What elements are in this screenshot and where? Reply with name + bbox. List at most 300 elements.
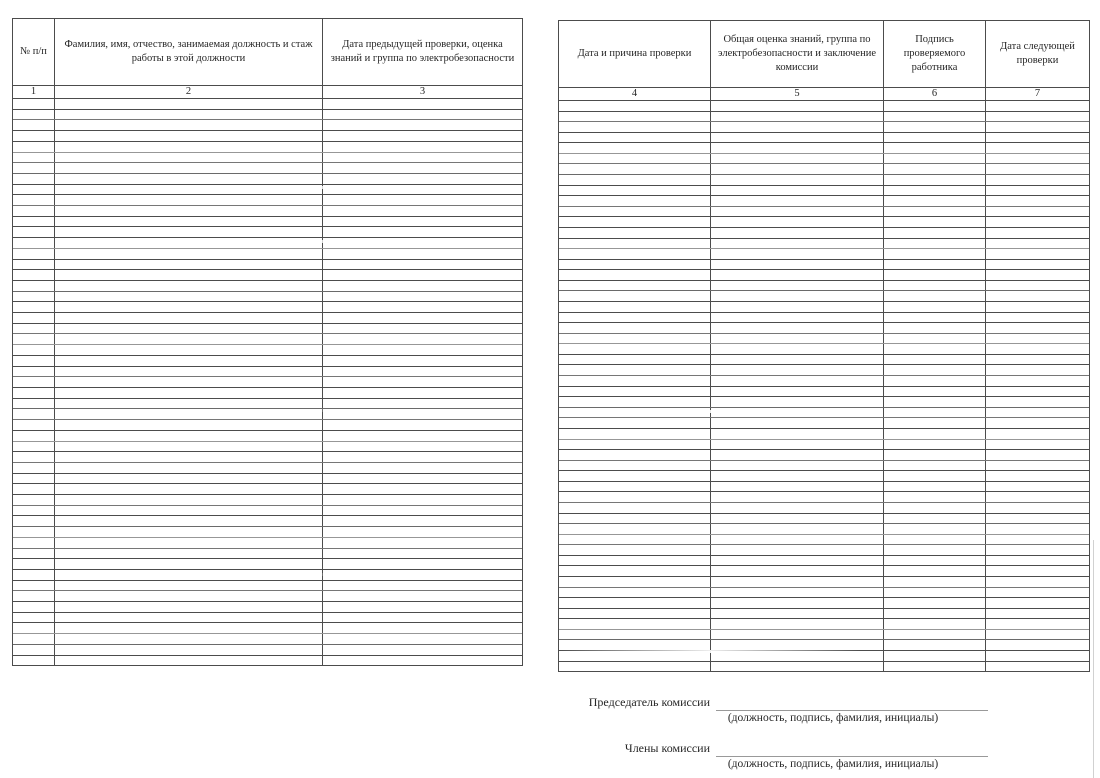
table-cell (13, 174, 55, 184)
table-cell (13, 442, 55, 452)
table-cell (559, 228, 711, 238)
table-cell (13, 227, 55, 237)
table-cell (13, 142, 55, 152)
table-row (13, 484, 522, 495)
table-cell (559, 302, 711, 312)
table-cell (55, 120, 323, 130)
table-row (559, 334, 1089, 345)
table-row (13, 281, 522, 292)
table-cell (884, 207, 986, 217)
table-cell (986, 566, 1089, 576)
table-cell (559, 344, 711, 354)
table-cell (13, 367, 55, 377)
table-row (559, 344, 1089, 355)
table-cell (884, 143, 986, 153)
table-cell (13, 591, 55, 601)
table-cell (711, 313, 884, 323)
table-cell (884, 239, 986, 249)
table-cell (559, 239, 711, 249)
table-cell (55, 131, 323, 141)
table-cell (323, 260, 522, 270)
table-row (13, 195, 522, 206)
table-cell (884, 302, 986, 312)
table-cell (884, 270, 986, 280)
table-row (559, 482, 1089, 493)
table-cell (13, 163, 55, 173)
table-cell (986, 270, 1089, 280)
table-cell (559, 249, 711, 259)
table-cell (323, 399, 522, 409)
table-cell (559, 566, 711, 576)
table-row (559, 313, 1089, 324)
table-row (559, 524, 1089, 535)
table-cell (711, 514, 884, 524)
table-cell (13, 388, 55, 398)
table-cell (986, 640, 1089, 650)
table-row (13, 334, 522, 345)
table-cell (323, 313, 522, 323)
table-row (13, 581, 522, 592)
table-row (13, 345, 522, 356)
table-cell (711, 535, 884, 545)
table-cell (884, 133, 986, 143)
right-table-header-row (559, 21, 1089, 88)
table-cell (323, 227, 522, 237)
table-cell (884, 376, 986, 386)
table-row (559, 662, 1089, 672)
table-cell (13, 570, 55, 580)
table-cell (323, 388, 522, 398)
table-cell (559, 270, 711, 280)
table-cell (884, 440, 986, 450)
table-row (559, 556, 1089, 567)
table-cell (986, 249, 1089, 259)
table-row (559, 133, 1089, 144)
column-header-previous-check: Дата предыдущей проверки, оценка знаний и группа по электробезопасности (330, 39, 515, 64)
table-cell (711, 302, 884, 312)
table-cell (559, 334, 711, 344)
table-cell (55, 506, 323, 516)
chairman-signature-row (560, 695, 988, 725)
table-cell (986, 397, 1089, 407)
column-header-worker-signature: Подпись проверяемого работника (884, 21, 986, 87)
table-cell (323, 645, 522, 655)
column-header-number: № п/п (13, 19, 55, 85)
table-cell (986, 355, 1089, 365)
table-row (13, 206, 522, 217)
table-cell (55, 185, 323, 195)
table-row (559, 429, 1089, 440)
table-cell (986, 186, 1089, 196)
table-cell (986, 440, 1089, 450)
table-cell (323, 345, 522, 355)
table-cell (55, 602, 323, 612)
table-cell (986, 429, 1089, 439)
table-cell (55, 260, 323, 270)
table-cell (884, 228, 986, 238)
table-cell (13, 613, 55, 623)
table-cell (711, 323, 884, 333)
table-cell (711, 492, 884, 502)
table-cell (711, 408, 884, 418)
table-cell (13, 185, 55, 195)
table-cell (13, 645, 55, 655)
table-cell (711, 291, 884, 301)
table-cell (323, 185, 522, 195)
table-cell (986, 418, 1089, 428)
table-cell (986, 609, 1089, 619)
column-number: 1 (13, 86, 55, 98)
table-row (13, 463, 522, 474)
table-cell (559, 450, 711, 460)
table-cell (13, 206, 55, 216)
left-table (12, 18, 523, 666)
table-cell (884, 429, 986, 439)
table-cell (986, 376, 1089, 386)
table-cell (986, 524, 1089, 534)
table-cell (559, 429, 711, 439)
table-cell (323, 409, 522, 419)
table-row (559, 365, 1089, 376)
table-cell (55, 623, 323, 633)
table-cell (559, 313, 711, 323)
table-cell (323, 474, 522, 484)
table-row (559, 228, 1089, 239)
table-cell (323, 463, 522, 473)
table-cell (559, 545, 711, 555)
table-cell (884, 588, 986, 598)
column-header-name-position: Фамилия, имя, отчество, занимаемая должность и стаж работы в этой должности (55, 19, 323, 85)
table-row (559, 471, 1089, 482)
table-cell (55, 463, 323, 473)
table-cell (323, 324, 522, 334)
table-cell (13, 506, 55, 516)
table-cell (986, 545, 1089, 555)
table-cell (986, 291, 1089, 301)
table-cell (711, 281, 884, 291)
table-cell (986, 556, 1089, 566)
table-cell (323, 549, 522, 559)
table-row (559, 143, 1089, 154)
table-cell (13, 292, 55, 302)
table-cell (13, 260, 55, 270)
table-row (13, 634, 522, 645)
table-cell (55, 591, 323, 601)
table-cell (986, 471, 1089, 481)
table-row (13, 238, 522, 249)
table-cell (559, 112, 711, 122)
table-cell (13, 377, 55, 387)
table-row (13, 399, 522, 410)
table-cell (711, 503, 884, 513)
table-cell (55, 302, 323, 312)
table-cell (559, 556, 711, 566)
table-cell (711, 450, 884, 460)
table-cell (884, 101, 986, 111)
table-cell (884, 492, 986, 502)
table-cell (13, 99, 55, 109)
table-cell (559, 408, 711, 418)
table-row (559, 609, 1089, 620)
table-cell (559, 651, 711, 661)
table-cell (13, 516, 55, 526)
table-cell (55, 292, 323, 302)
table-cell (559, 461, 711, 471)
table-row (13, 249, 522, 260)
table-cell (55, 217, 323, 227)
members-signature-row (560, 741, 988, 771)
table-cell (55, 281, 323, 291)
table-cell (711, 376, 884, 386)
table-cell (884, 112, 986, 122)
table-cell (986, 143, 1089, 153)
table-row (13, 623, 522, 634)
table-row (13, 227, 522, 238)
table-cell (559, 154, 711, 164)
table-row (13, 99, 522, 110)
table-cell (55, 324, 323, 334)
table-cell (323, 516, 522, 526)
table-row (13, 420, 522, 431)
right-table-column-numbers-row (559, 88, 1089, 101)
table-cell (55, 163, 323, 173)
table-cell (986, 482, 1089, 492)
table-cell (986, 535, 1089, 545)
table-row (13, 367, 522, 378)
table-cell (13, 195, 55, 205)
table-cell (55, 420, 323, 430)
table-cell (559, 630, 711, 640)
table-cell (711, 545, 884, 555)
column-number: 4 (559, 88, 711, 100)
column-header-next-check-date: Дата следующей проверки (1000, 41, 1075, 66)
right-table (558, 20, 1090, 672)
table-cell (55, 110, 323, 120)
table-cell (884, 249, 986, 259)
table-cell (986, 492, 1089, 502)
table-cell (55, 99, 323, 109)
table-cell (884, 164, 986, 174)
table-cell (55, 270, 323, 280)
table-cell (323, 206, 522, 216)
table-row (559, 535, 1089, 546)
table-cell (711, 154, 884, 164)
table-cell (559, 355, 711, 365)
right-table-body (559, 101, 1089, 671)
table-cell (711, 640, 884, 650)
table-cell (323, 559, 522, 569)
table-cell (884, 503, 986, 513)
table-cell (559, 387, 711, 397)
table-cell (884, 217, 986, 227)
table-cell (13, 602, 55, 612)
table-cell (986, 334, 1089, 344)
table-row (13, 474, 522, 485)
table-row (13, 570, 522, 581)
table-row (13, 302, 522, 313)
table-cell (986, 122, 1089, 132)
table-cell (711, 196, 884, 206)
table-row (13, 613, 522, 624)
table-cell (323, 634, 522, 644)
table-cell (986, 503, 1089, 513)
table-cell (986, 588, 1089, 598)
table-row (13, 591, 522, 602)
table-cell (323, 131, 522, 141)
table-row (13, 442, 522, 453)
table-cell (884, 387, 986, 397)
table-cell (559, 207, 711, 217)
table-cell (711, 249, 884, 259)
table-cell (884, 577, 986, 587)
table-cell (55, 495, 323, 505)
table-cell (323, 591, 522, 601)
table-cell (55, 206, 323, 216)
table-cell (559, 291, 711, 301)
table-cell (711, 630, 884, 640)
table-cell (986, 344, 1089, 354)
table-row (559, 355, 1089, 366)
table-cell (559, 196, 711, 206)
table-cell (986, 112, 1089, 122)
column-header-overall-assessment: Общая оценка знаний, группа по электробезопасности и заключение комиссии (711, 21, 884, 87)
table-cell (323, 442, 522, 452)
table-row (13, 260, 522, 271)
table-cell (559, 397, 711, 407)
table-cell (884, 566, 986, 576)
table-cell (13, 420, 55, 430)
table-cell (884, 609, 986, 619)
table-cell (711, 344, 884, 354)
table-cell (55, 516, 323, 526)
table-cell (55, 367, 323, 377)
table-cell (884, 630, 986, 640)
table-cell (884, 355, 986, 365)
table-cell (559, 164, 711, 174)
table-cell (559, 482, 711, 492)
table-cell (13, 474, 55, 484)
table-row (559, 440, 1089, 451)
table-cell (986, 228, 1089, 238)
table-row (559, 302, 1089, 313)
table-cell (55, 334, 323, 344)
table-row (13, 506, 522, 517)
table-row (559, 630, 1089, 641)
table-row (559, 207, 1089, 218)
table-cell (323, 420, 522, 430)
table-cell (986, 302, 1089, 312)
table-cell (55, 399, 323, 409)
table-cell (13, 120, 55, 130)
table-row (559, 175, 1089, 186)
table-cell (55, 356, 323, 366)
table-cell (323, 249, 522, 259)
table-cell (884, 450, 986, 460)
table-row (13, 120, 522, 131)
table-row (559, 323, 1089, 334)
table-cell (559, 376, 711, 386)
table-cell (884, 598, 986, 608)
table-cell (986, 239, 1089, 249)
table-cell (55, 377, 323, 387)
table-cell (323, 120, 522, 130)
table-cell (55, 474, 323, 484)
table-cell (323, 195, 522, 205)
commission-signature-block (560, 695, 988, 771)
table-cell (55, 153, 323, 163)
table-cell (13, 623, 55, 633)
table-cell (711, 270, 884, 280)
table-cell (986, 619, 1089, 629)
table-cell (13, 334, 55, 344)
table-row (13, 185, 522, 196)
table-cell (559, 609, 711, 619)
left-table-header-row (13, 19, 522, 86)
table-row (559, 217, 1089, 228)
table-cell (13, 463, 55, 473)
table-cell (711, 217, 884, 227)
table-cell (13, 409, 55, 419)
table-cell (323, 527, 522, 537)
table-cell (986, 281, 1089, 291)
table-cell (711, 207, 884, 217)
table-row (559, 101, 1089, 112)
table-cell (559, 524, 711, 534)
table-cell (323, 623, 522, 633)
table-row (559, 588, 1089, 599)
table-cell (559, 323, 711, 333)
table-cell (323, 495, 522, 505)
table-cell (711, 471, 884, 481)
table-cell (13, 656, 55, 666)
table-cell (559, 122, 711, 132)
table-cell (711, 387, 884, 397)
table-cell (13, 238, 55, 248)
table-cell (884, 418, 986, 428)
table-row (13, 549, 522, 560)
table-row (559, 640, 1089, 651)
table-cell (13, 302, 55, 312)
table-cell (13, 399, 55, 409)
table-cell (323, 238, 522, 248)
table-cell (559, 514, 711, 524)
table-row (559, 577, 1089, 588)
table-row (559, 408, 1089, 419)
table-cell (13, 324, 55, 334)
table-row (559, 450, 1089, 461)
table-row (13, 645, 522, 656)
table-cell (711, 186, 884, 196)
table-cell (884, 186, 986, 196)
table-cell (986, 133, 1089, 143)
table-row (559, 461, 1089, 472)
table-cell (711, 609, 884, 619)
table-row (13, 527, 522, 538)
table-row (13, 516, 522, 527)
table-cell (55, 581, 323, 591)
table-cell (884, 662, 986, 672)
table-cell (711, 143, 884, 153)
table-row (559, 122, 1089, 133)
table-cell (55, 549, 323, 559)
table-cell (711, 397, 884, 407)
table-cell (884, 619, 986, 629)
table-cell (884, 365, 986, 375)
table-cell (884, 471, 986, 481)
table-row (13, 409, 522, 420)
table-cell (13, 345, 55, 355)
table-cell (711, 228, 884, 238)
